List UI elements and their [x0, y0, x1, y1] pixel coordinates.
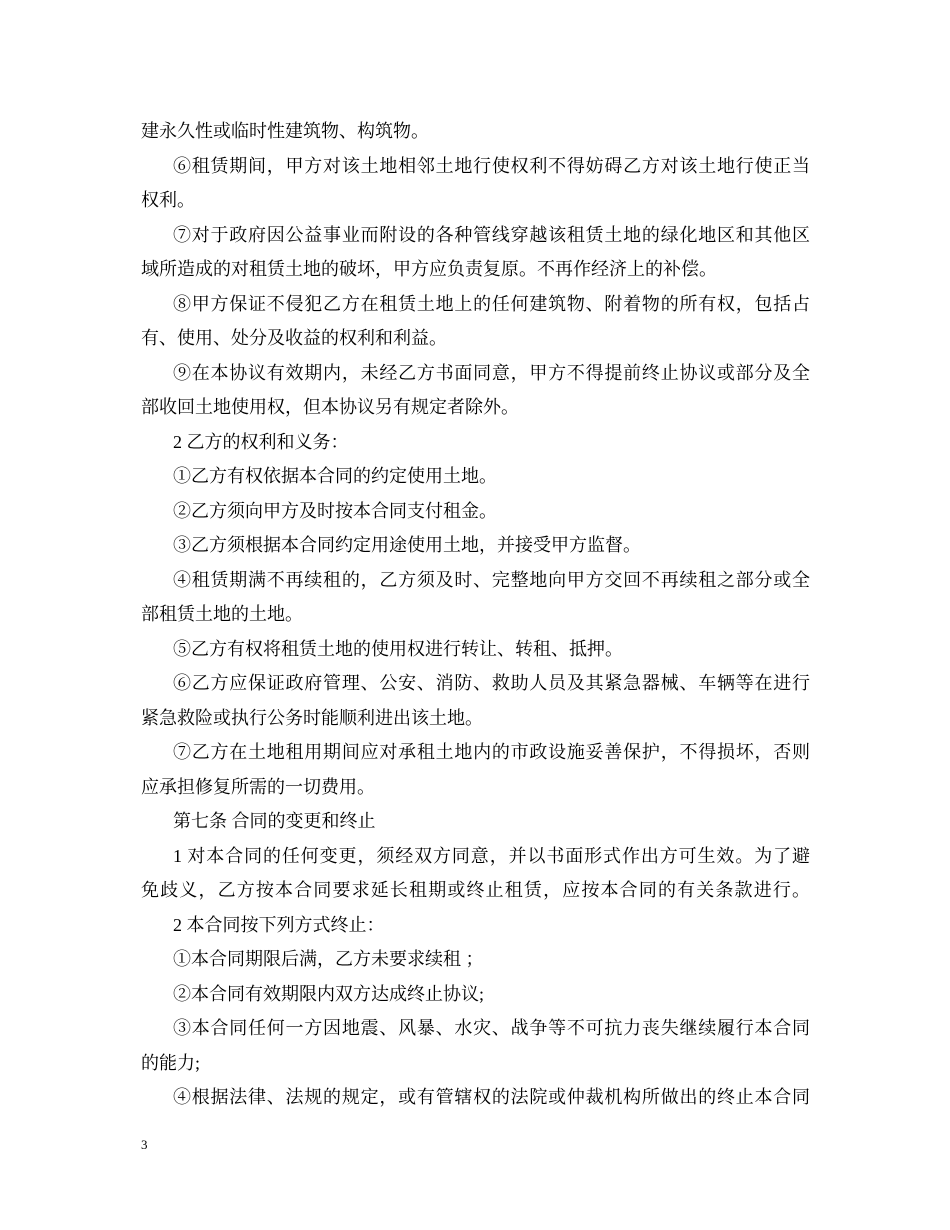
text-line: ③本合同任何一方因地震、风暴、水灾、战争等不可抗力丧失继续履行本合同	[173, 1018, 810, 1038]
text-line: 应承担修复所需的一切费用。	[141, 776, 375, 797]
text-line: ⑥乙方应保证政府管理、公安、消防、救助人员及其紧急器械、车辆等在进行	[173, 673, 810, 693]
text-line: ⑤乙方有权将租赁土地的使用权进行转让、转租、抵押。	[173, 638, 623, 659]
article-heading: 第七条 合同的变更和终止	[173, 811, 376, 831]
text-line: 紧急救险或执行公务时能顺利进出该土地。	[141, 707, 483, 728]
text-line: 有、使用、处分及收益的权利和利益。	[141, 328, 447, 348]
text-line: ⑧甲方保证不侵犯乙方在租赁土地上的任何建筑物、附着物的所有权，包括占	[173, 293, 810, 314]
page-number: 3	[141, 1137, 148, 1152]
text-line: ④租赁期满不再续租的，乙方须及时、完整地向甲方交回不再续租之部分或全	[173, 569, 810, 590]
text-line: ⑨在本协议有效期内，未经乙方书面同意，甲方不得提前终止协议或部分及全	[173, 362, 810, 383]
text-line: ②本合同有效期限内双方达成终止协议;	[173, 983, 484, 1004]
text-line: 域所造成的对租赁土地的破坏，甲方应负责复原。不再作经济上的补偿。	[141, 259, 717, 279]
text-line: 1 对本合同的任何变更，须经双方同意，并以书面形式作出方可生效。为了避	[173, 845, 810, 866]
text-line: ⑥租赁期间，甲方对该土地相邻土地行使权利不得妨碍乙方对该土地行使正当	[173, 155, 810, 176]
text-line: ②乙方须向甲方及时按本合同支付租金。	[173, 500, 497, 521]
text-line: 免歧义，乙方按本合同要求延长租期或终止租赁，应按本合同的有关条款进行。	[141, 880, 810, 900]
text-line: ③乙方须根据本合同约定用途使用土地，并接受甲方监督。	[173, 535, 641, 555]
text-line: 部租赁土地的土地。	[141, 604, 303, 624]
text-line: 部收回土地使用权，但本协议另有规定者除外。	[141, 397, 519, 417]
text-line: ①本合同期限后满，乙方未要求续租 ；	[173, 949, 484, 969]
text-line: 建永久性或临时性建筑物、构筑物。	[141, 121, 429, 141]
section-heading: 2 本合同按下列方式终止：	[173, 914, 385, 935]
text-line: ①乙方有权依据本合同的约定使用土地。	[173, 466, 497, 486]
document-body	[141, 114, 810, 1115]
text-line: ⑦对于政府因公益事业而附设的各种管线穿越该租赁土地的绿化地区和其他区	[173, 224, 810, 245]
text-line: 权利。	[141, 190, 195, 210]
text-line: 的能力;	[141, 1052, 201, 1073]
text-line: ⑦乙方在土地租用期间应对承租土地内的市政设施妥善保护，不得损坏，否则	[173, 742, 810, 762]
text-line: ④根据法律、法规的规定，或有管辖权的法院或仲裁机构所做出的终止本合同	[173, 1087, 810, 1107]
section-heading: 2 乙方的权利和义务：	[173, 431, 349, 452]
